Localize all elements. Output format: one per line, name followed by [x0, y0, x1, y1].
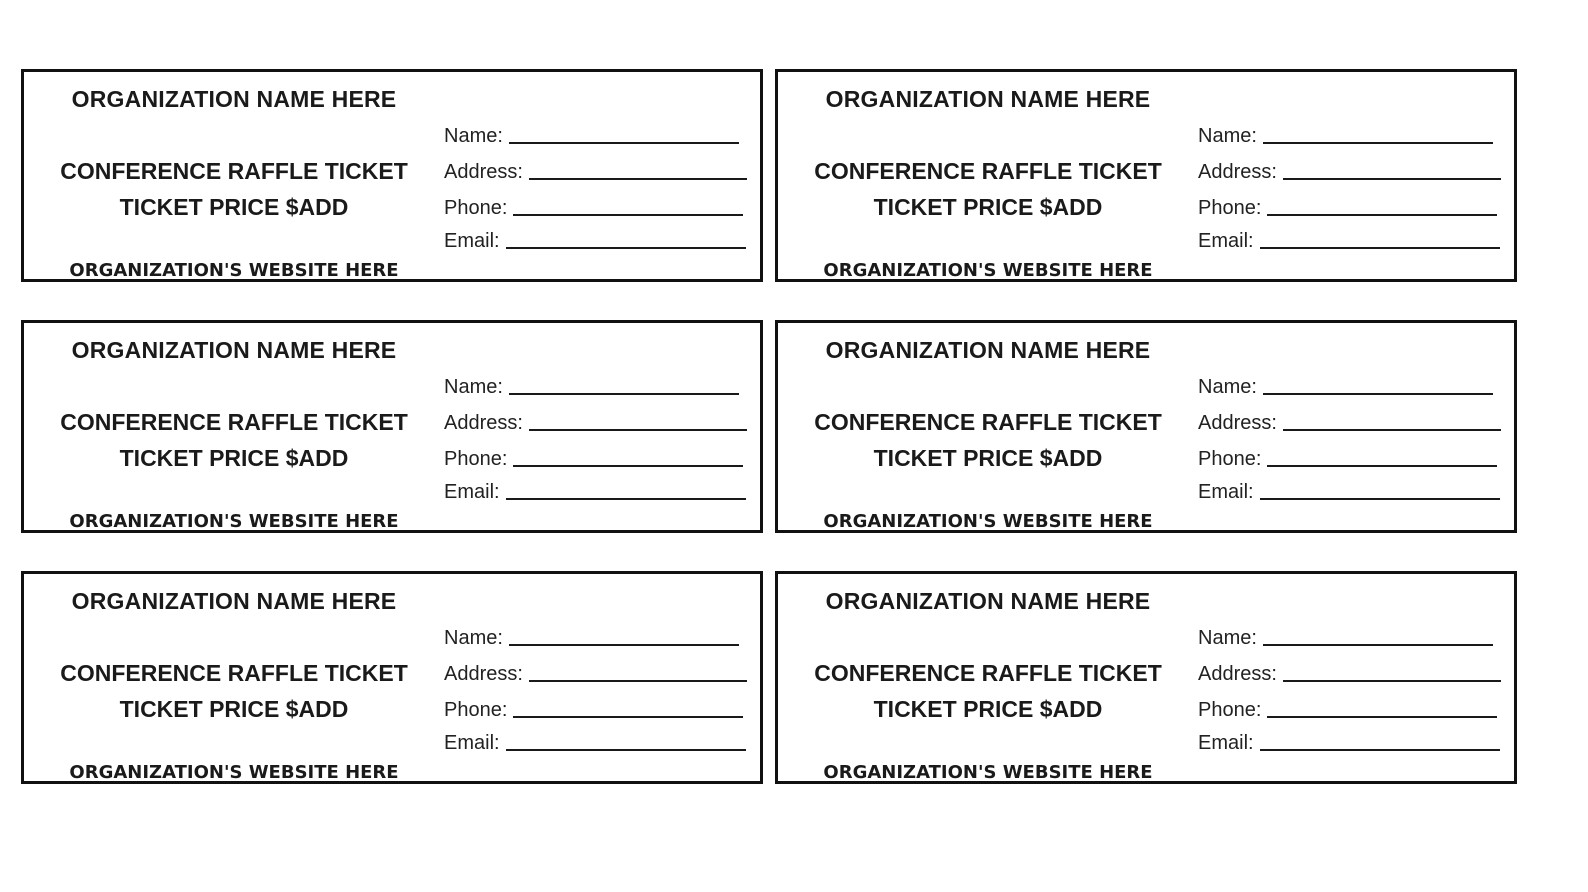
name-blank-line[interactable] — [1263, 142, 1493, 144]
email-label: Email: — [1198, 732, 1254, 754]
organization-name: ORGANIZATION NAME HERE — [71, 86, 397, 112]
address-field[interactable] — [1198, 658, 1501, 686]
address-label: Address: — [444, 161, 523, 183]
ticket-price: TICKET PRICE $ADD — [119, 445, 349, 471]
phone-field[interactable] — [444, 443, 743, 471]
name-label: Name: — [1198, 376, 1257, 398]
email-label: Email: — [444, 481, 500, 503]
phone-blank-line[interactable] — [1267, 716, 1497, 718]
raffle-ticket-title: CONFERENCE RAFFLE TICKET — [814, 158, 1162, 184]
raffle-ticket — [21, 571, 763, 784]
email-label: Email: — [444, 230, 500, 252]
email-label: Email: — [444, 732, 500, 754]
address-blank-line[interactable] — [1283, 178, 1501, 180]
phone-label: Phone: — [444, 197, 508, 219]
address-label: Address: — [1198, 412, 1277, 434]
address-label: Address: — [444, 663, 523, 685]
raffle-ticket — [775, 320, 1517, 533]
phone-field[interactable] — [1198, 694, 1497, 722]
organization-website: ORGANIZATION'S WEBSITE HERE — [823, 260, 1153, 281]
raffle-ticket — [775, 69, 1517, 282]
email-blank-line[interactable] — [1260, 247, 1500, 249]
organization-name: ORGANIZATION NAME HERE — [71, 588, 397, 614]
phone-blank-line[interactable] — [1267, 465, 1497, 467]
name-blank-line[interactable] — [1263, 644, 1493, 646]
name-label: Name: — [444, 376, 503, 398]
phone-blank-line[interactable] — [1267, 214, 1497, 216]
raffle-ticket — [21, 320, 763, 533]
name-field[interactable] — [444, 371, 739, 399]
address-label: Address: — [1198, 663, 1277, 685]
organization-website: ORGANIZATION'S WEBSITE HERE — [823, 762, 1153, 783]
email-label: Email: — [1198, 481, 1254, 503]
raffle-ticket-title: CONFERENCE RAFFLE TICKET — [814, 409, 1162, 435]
phone-label: Phone: — [1198, 197, 1262, 219]
name-field[interactable] — [1198, 622, 1493, 650]
raffle-ticket-title: CONFERENCE RAFFLE TICKET — [814, 660, 1162, 686]
name-label: Name: — [1198, 125, 1257, 147]
address-field[interactable] — [444, 407, 747, 435]
name-blank-line[interactable] — [509, 644, 739, 646]
email-field[interactable] — [444, 727, 746, 755]
address-blank-line[interactable] — [529, 429, 747, 431]
phone-field[interactable] — [444, 694, 743, 722]
email-blank-line[interactable] — [1260, 498, 1500, 500]
ticket-price: TICKET PRICE $ADD — [873, 445, 1103, 471]
email-field[interactable] — [1198, 727, 1500, 755]
name-field[interactable] — [1198, 371, 1493, 399]
raffle-ticket-title: CONFERENCE RAFFLE TICKET — [60, 409, 408, 435]
ticket-price: TICKET PRICE $ADD — [873, 194, 1103, 220]
organization-name: ORGANIZATION NAME HERE — [71, 337, 397, 363]
organization-name: ORGANIZATION NAME HERE — [825, 337, 1151, 363]
organization-website: ORGANIZATION'S WEBSITE HERE — [69, 511, 399, 532]
address-blank-line[interactable] — [1283, 429, 1501, 431]
ticket-price: TICKET PRICE $ADD — [119, 696, 349, 722]
name-blank-line[interactable] — [509, 142, 739, 144]
email-field[interactable] — [444, 476, 746, 504]
phone-label: Phone: — [444, 448, 508, 470]
email-blank-line[interactable] — [506, 247, 746, 249]
phone-blank-line[interactable] — [513, 716, 743, 718]
organization-name: ORGANIZATION NAME HERE — [825, 86, 1151, 112]
ticket-price: TICKET PRICE $ADD — [873, 696, 1103, 722]
raffle-ticket — [21, 69, 763, 282]
organization-website: ORGANIZATION'S WEBSITE HERE — [69, 762, 399, 783]
phone-field[interactable] — [1198, 443, 1497, 471]
address-field[interactable] — [1198, 407, 1501, 435]
organization-website: ORGANIZATION'S WEBSITE HERE — [823, 511, 1153, 532]
email-blank-line[interactable] — [1260, 749, 1500, 751]
phone-label: Phone: — [1198, 448, 1262, 470]
address-blank-line[interactable] — [529, 680, 747, 682]
raffle-ticket — [775, 571, 1517, 784]
phone-field[interactable] — [1198, 192, 1497, 220]
address-label: Address: — [444, 412, 523, 434]
name-blank-line[interactable] — [509, 393, 739, 395]
address-field[interactable] — [444, 658, 747, 686]
address-blank-line[interactable] — [1283, 680, 1501, 682]
email-field[interactable] — [444, 225, 746, 253]
name-label: Name: — [1198, 627, 1257, 649]
address-field[interactable] — [444, 156, 747, 184]
organization-name: ORGANIZATION NAME HERE — [825, 588, 1151, 614]
phone-blank-line[interactable] — [513, 465, 743, 467]
address-blank-line[interactable] — [529, 178, 747, 180]
name-blank-line[interactable] — [1263, 393, 1493, 395]
email-field[interactable] — [1198, 476, 1500, 504]
email-field[interactable] — [1198, 225, 1500, 253]
name-field[interactable] — [444, 120, 739, 148]
name-field[interactable] — [444, 622, 739, 650]
address-label: Address: — [1198, 161, 1277, 183]
name-field[interactable] — [1198, 120, 1493, 148]
phone-field[interactable] — [444, 192, 743, 220]
email-blank-line[interactable] — [506, 749, 746, 751]
name-label: Name: — [444, 627, 503, 649]
raffle-ticket-title: CONFERENCE RAFFLE TICKET — [60, 660, 408, 686]
name-label: Name: — [444, 125, 503, 147]
organization-website: ORGANIZATION'S WEBSITE HERE — [69, 260, 399, 281]
email-label: Email: — [1198, 230, 1254, 252]
phone-blank-line[interactable] — [513, 214, 743, 216]
phone-label: Phone: — [444, 699, 508, 721]
email-blank-line[interactable] — [506, 498, 746, 500]
address-field[interactable] — [1198, 156, 1501, 184]
ticket-price: TICKET PRICE $ADD — [119, 194, 349, 220]
phone-label: Phone: — [1198, 699, 1262, 721]
raffle-ticket-title: CONFERENCE RAFFLE TICKET — [60, 158, 408, 184]
